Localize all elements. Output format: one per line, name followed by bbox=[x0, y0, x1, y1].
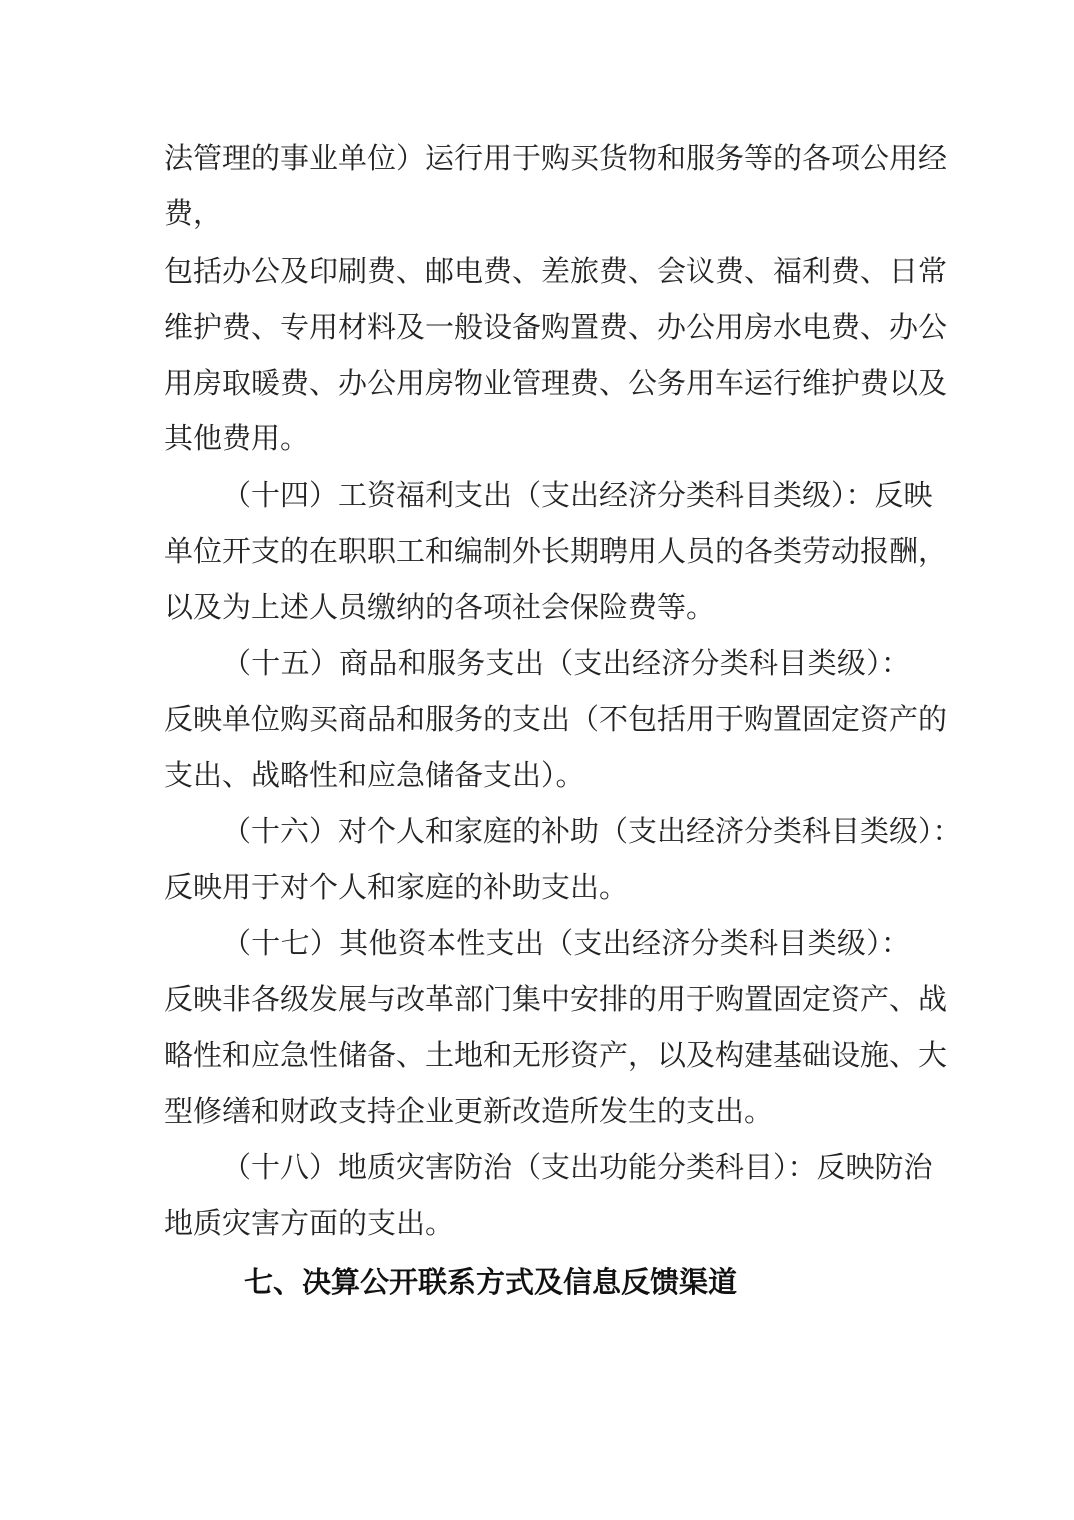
paragraph-line: 略性和应急性储备、土地和无形资产，以及构建基础设施、大 bbox=[164, 1038, 948, 1072]
paragraph-line: 维护费、专用材料及一般设备购置费、办公用房水电费、办公 bbox=[164, 310, 948, 344]
item-18-heading-line: （十八）地质灾害防治（支出功能分类科目）：反映防治 bbox=[222, 1150, 933, 1184]
paragraph-line: 支出、战略性和应急储备支出）。 bbox=[164, 758, 585, 792]
item-16-heading-line: （十六）对个人和家庭的补助（支出经济分类科目类级）： bbox=[222, 814, 962, 848]
paragraph-line: 法管理的事业单位）运行用于购买货物和服务等的各项公用经 bbox=[164, 141, 948, 175]
paragraph-line: 费， bbox=[164, 196, 223, 230]
paragraph-line: 反映非各级发展与改革部门集中安排的用于购置固定资产、战 bbox=[164, 982, 948, 1016]
item-15-heading-line: （十五）商品和服务支出（支出经济分类科目类级）： bbox=[222, 646, 910, 680]
paragraph-line: 反映用于对个人和家庭的补助支出。 bbox=[164, 870, 629, 904]
paragraph-line: 其他费用。 bbox=[164, 421, 310, 455]
paragraph-line: 地质灾害方面的支出。 bbox=[164, 1206, 455, 1240]
paragraph-line: 用房取暖费、办公用房物业管理费、公务用车运行维护费以及 bbox=[164, 366, 948, 400]
paragraph-line: 型修缮和财政支持企业更新改造所发生的支出。 bbox=[164, 1094, 774, 1128]
section-heading: 七、决算公开联系方式及信息反馈渠道 bbox=[244, 1265, 738, 1299]
paragraph-line: 反映单位购买商品和服务的支出（不包括用于购置固定资产的 bbox=[164, 702, 948, 736]
item-17-heading-line: （十七）其他资本性支出（支出经济分类科目类级）： bbox=[222, 926, 910, 960]
paragraph-line: 包括办公及印刷费、邮电费、差旅费、会议费、福利费、日常 bbox=[164, 254, 948, 288]
paragraph-line: 以及为上述人员缴纳的各项社会保险费等。 bbox=[164, 590, 716, 624]
item-14-heading-line: （十四）工资福利支出（支出经济分类科目类级）：反映 bbox=[222, 478, 933, 512]
paragraph-line: 单位开支的在职职工和编制外长期聘用人员的各类劳动报酬， bbox=[164, 534, 948, 568]
